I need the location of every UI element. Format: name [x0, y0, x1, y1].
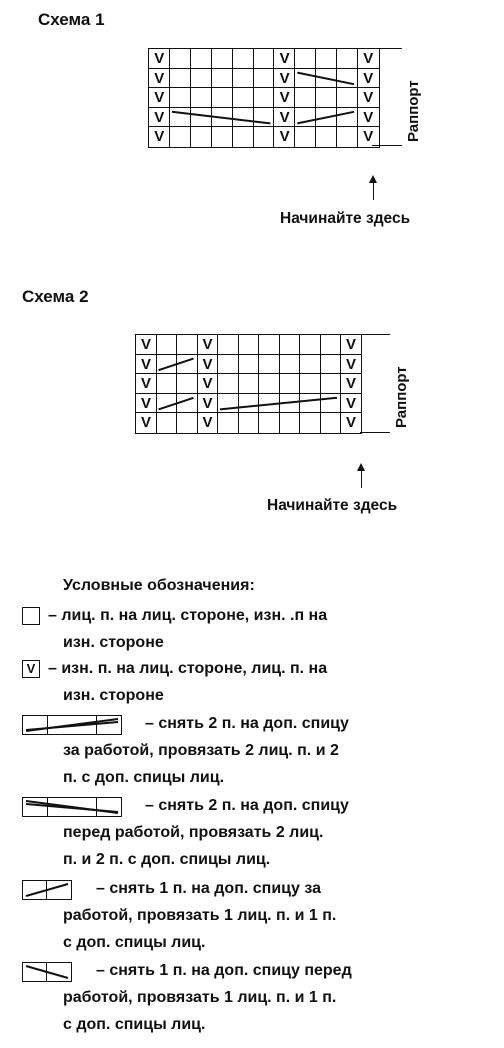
chart-cell: [238, 412, 260, 433]
chart-cell: [315, 107, 338, 128]
purl-stitch-mark: V: [346, 414, 357, 432]
chart-cell: [190, 68, 213, 89]
chart-cell: [232, 87, 255, 108]
chart-cell: [211, 107, 234, 128]
purl-stitch-mark: V: [154, 50, 165, 67]
chart-cell: [238, 334, 260, 355]
purl-stitch-mark: V: [141, 375, 152, 393]
chart-cell: [156, 334, 178, 355]
purl-stitch-mark: V: [346, 394, 357, 412]
purl-stitch-mark: V: [141, 394, 152, 412]
purl-stitch-mark: V: [202, 375, 213, 393]
chart-cell: [156, 412, 178, 433]
chart-cell: [294, 107, 317, 128]
purl-stitch-mark: V: [279, 128, 290, 146]
chart-cell: [279, 354, 301, 375]
purl-stitch-mark: V: [363, 108, 374, 126]
purl-stitch-mark: V: [346, 336, 357, 353]
chart-cell: [299, 354, 321, 375]
chart-cell: [258, 393, 280, 414]
chart-cell: [294, 48, 317, 69]
chart-cell: [176, 354, 198, 375]
legend-item-text: – снять 2 п. на доп. спицу: [145, 715, 349, 732]
purl-stitch-mark: V: [279, 108, 290, 126]
chart-cell: [320, 412, 342, 433]
purl-stitch-mark: V: [141, 414, 152, 432]
cable-2-right-symbol: [22, 962, 72, 982]
chart-cell: [258, 412, 280, 433]
chart-cell: [253, 87, 276, 108]
chart-cell: [232, 48, 255, 69]
scheme-2-title: Схема 2: [22, 287, 89, 306]
chart-cell: [258, 354, 280, 375]
chart-cell: [315, 87, 338, 108]
chart-cell: [299, 334, 321, 355]
chart-cell: [258, 373, 280, 394]
purl-stitch-mark: V: [279, 50, 290, 67]
chart-cell: [336, 68, 359, 89]
chart-cell: [258, 334, 280, 355]
legend-item-text: – изн. п. на лиц. стороне, лиц. п. на: [48, 660, 328, 677]
purl-stitch-mark: V: [154, 69, 165, 87]
chart-cell: [238, 373, 260, 394]
purl-symbol: V: [22, 660, 40, 678]
chart-cell: [315, 68, 338, 89]
legend-cell-divider: [47, 797, 97, 817]
chart-cell: [315, 48, 338, 69]
chart-cell: [299, 373, 321, 394]
chart-cell: [320, 393, 342, 414]
chart-cell: [156, 393, 178, 414]
scheme-1-rapport-label: Раппорт: [405, 80, 422, 142]
chart-cell: [176, 393, 198, 414]
legend-item-text: работой, провязать 1 лиц. п. и 1 п.: [63, 907, 337, 924]
chart-cell: [169, 48, 192, 69]
chart-cell: [232, 107, 255, 128]
chart-cell: [190, 126, 213, 147]
purl-stitch-mark: V: [363, 128, 374, 146]
legend-item-text: с доп. спицы лиц.: [63, 934, 206, 951]
legend-item-text: п. и 2 п. с доп. спицы лиц.: [63, 851, 271, 868]
purl-stitch-mark: V: [154, 89, 165, 107]
chart-cell: [232, 126, 255, 147]
legend-item-text: перед работой, провязать 2 лиц.: [63, 824, 324, 841]
chart-cell: [320, 334, 342, 355]
purl-stitch-mark: V: [279, 69, 290, 87]
chart-cell: [217, 354, 239, 375]
purl-stitch-mark: V: [279, 89, 290, 107]
chart-cell: [211, 68, 234, 89]
chart-cell: [336, 87, 359, 108]
chart-cell: [217, 393, 239, 414]
chart-cell: [211, 87, 234, 108]
legend-title: Условные обозначения:: [63, 577, 255, 594]
purl-stitch-mark: V: [346, 375, 357, 393]
chart-cell: [299, 412, 321, 433]
chart-cell: [279, 412, 301, 433]
legend-item-text: за работой, провязать 2 лиц. п. и 2: [63, 742, 339, 759]
scheme-1-rapport-bottom-line: [372, 145, 402, 146]
purl-stitch-mark: V: [141, 336, 152, 353]
chart-cell: [211, 126, 234, 147]
chart-cell: [279, 393, 301, 414]
purl-stitch-mark: V: [154, 128, 165, 146]
scheme-2-start-arrow: [361, 468, 362, 488]
purl-stitch-mark: V: [202, 355, 213, 373]
scheme-1-start-arrow: [373, 180, 374, 200]
purl-stitch-mark: V: [154, 108, 165, 126]
purl-stitch-mark: V: [202, 394, 213, 412]
chart-cell: [169, 107, 192, 128]
chart-cell: [190, 87, 213, 108]
scheme-2-start-label: Начинайте здесь: [267, 497, 398, 514]
chart-cell: [169, 68, 192, 89]
legend-item-text: изн. стороне: [63, 634, 164, 651]
chart-cell: [294, 126, 317, 147]
scheme-2-rapport-label: Раппорт: [393, 366, 410, 428]
legend-cell-divider: [46, 880, 47, 900]
legend-item-text: с доп. спицы лиц.: [63, 1016, 206, 1033]
purl-stitch-mark: V: [202, 336, 213, 353]
chart-cell: [315, 126, 338, 147]
chart-cell: [176, 334, 198, 355]
legend-item-text: – снять 2 п. на доп. спицу: [145, 797, 349, 814]
purl-stitch-mark: V: [363, 50, 374, 67]
chart-cell: [279, 373, 301, 394]
chart-cell: [156, 354, 178, 375]
chart-cell: [253, 68, 276, 89]
chart-cell: [190, 48, 213, 69]
legend-cell-divider: [46, 962, 47, 982]
chart-cell: [299, 393, 321, 414]
chart-cell: [294, 87, 317, 108]
purl-stitch-mark: V: [346, 355, 357, 373]
legend-cell-divider: [47, 715, 97, 735]
chart-cell: [336, 48, 359, 69]
purl-stitch-mark: V: [363, 69, 374, 87]
chart-cell: [253, 107, 276, 128]
empty-symbol: [22, 607, 40, 625]
chart-cell: [336, 126, 359, 147]
chart-cell: [217, 373, 239, 394]
chart-cell: [320, 373, 342, 394]
chart-cell: [253, 48, 276, 69]
legend-item-text: п. с доп. спицы лиц.: [63, 769, 225, 786]
chart-cell: [238, 393, 260, 414]
scheme-1-rapport-top-line: [372, 48, 402, 49]
chart-cell: [169, 126, 192, 147]
chart-cell: [176, 412, 198, 433]
scheme-1-start-label: Начинайте здесь: [280, 210, 411, 227]
legend-item-text: – снять 1 п. на доп. спицу за: [96, 880, 321, 897]
chart-cell: [320, 354, 342, 375]
chart-cell: [217, 412, 239, 433]
scheme-1-title: Схема 1: [38, 10, 105, 29]
legend-item-text: – лиц. п. на лиц. стороне, изн. .п на: [48, 607, 328, 624]
chart-cell: [190, 107, 213, 128]
cable-2-left-symbol: [22, 880, 72, 900]
chart-cell: [336, 107, 359, 128]
legend-item-text: – снять 1 п. на доп. спицу перед: [96, 962, 352, 979]
chart-cell: [156, 373, 178, 394]
purl-stitch-mark: V: [141, 355, 152, 373]
chart-cell: [232, 68, 255, 89]
chart-cell: [253, 126, 276, 147]
chart-cell: [294, 68, 317, 89]
chart-cell: [279, 334, 301, 355]
purl-stitch-mark: V: [202, 414, 213, 432]
chart-cell: [211, 48, 234, 69]
legend-item-text: работой, провязать 1 лиц. п. и 1 п.: [63, 989, 337, 1006]
scheme-2-rapport-top-line: [360, 334, 390, 335]
chart-cell: [238, 354, 260, 375]
scheme-2-rapport-bottom-line: [360, 432, 390, 433]
chart-cell: [217, 334, 239, 355]
legend-item-text: изн. стороне: [63, 687, 164, 704]
chart-cell: [176, 373, 198, 394]
chart-cell: [169, 87, 192, 108]
purl-stitch-mark: V: [363, 89, 374, 107]
